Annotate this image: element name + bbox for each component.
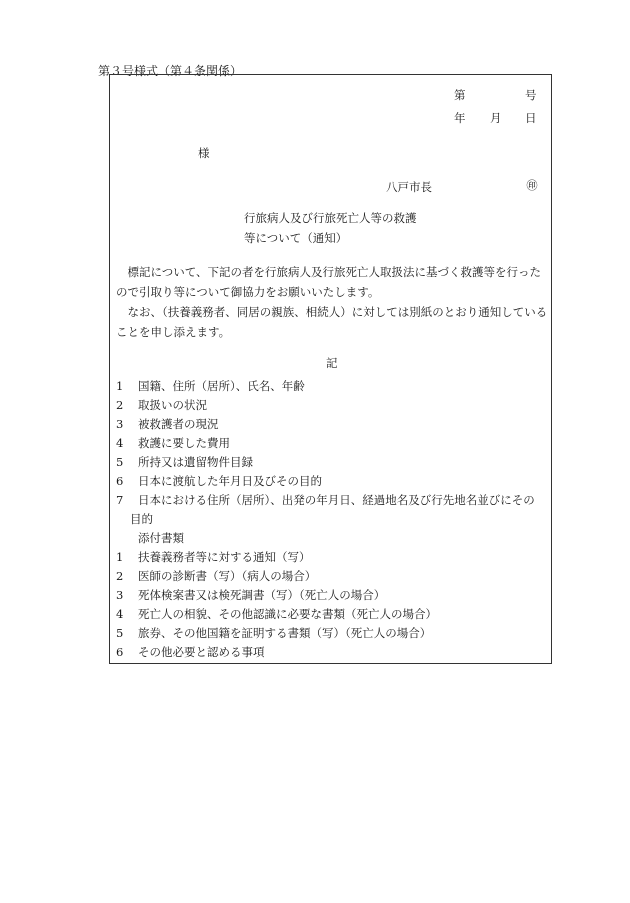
item-text: 被救護者の現況 bbox=[138, 417, 219, 431]
attachment-item bbox=[116, 644, 265, 660]
item-number: 6 bbox=[116, 645, 124, 659]
item-7-continuation: 目的 bbox=[130, 512, 153, 526]
doc-number-suffix: 号 bbox=[525, 88, 537, 102]
item-number: 5 bbox=[116, 455, 124, 469]
item-text: 取扱いの状況 bbox=[138, 398, 207, 412]
attachment-item bbox=[116, 625, 431, 641]
doc-number-prefix: 第 bbox=[454, 88, 466, 102]
body-paragraph-1: 標記について、下記の者を行旅病人及行旅死亡人取扱法に基づく救護等を行ったので引取り等について御協力をお願いいたします。 bbox=[116, 265, 542, 299]
date-month: 月 bbox=[490, 111, 502, 125]
attachment-item bbox=[116, 549, 311, 565]
addressee-suffix: 様 bbox=[198, 146, 210, 160]
item-text: 死体検案書又は検死調書（写）（死亡人の場合） bbox=[138, 588, 386, 602]
item-text: 日本に渡航した年月日及びその目的 bbox=[138, 474, 322, 488]
item-number: 7 bbox=[116, 493, 124, 507]
item-number: 2 bbox=[116, 398, 124, 412]
item-number: 3 bbox=[116, 417, 124, 431]
item-text: 日本における住所（居所）、出発の年月日、経過地名及び行先地名並びにその bbox=[138, 493, 535, 507]
item-text: 救護に要した費用 bbox=[138, 436, 230, 450]
item-text: その他必要と認める事項 bbox=[138, 645, 265, 659]
list-item bbox=[116, 454, 253, 470]
form-number-label: 第３号様式（第４条関係） bbox=[98, 64, 243, 78]
item-number: 5 bbox=[116, 626, 124, 640]
list-item bbox=[116, 397, 207, 413]
subject-line-1: 行旅病人及び行旅死亡人等の救護 bbox=[244, 211, 417, 225]
notice-frame bbox=[109, 74, 552, 664]
item-text: 医師の診断書（写）（病人の場合） bbox=[138, 569, 317, 583]
item-number: 1 bbox=[116, 550, 124, 564]
item-number: 2 bbox=[116, 569, 124, 583]
list-item bbox=[116, 473, 322, 489]
ki-heading: 記 bbox=[326, 356, 338, 370]
item-text: 国籍、住所（居所）、氏名、年齢 bbox=[138, 379, 305, 393]
attachment-item bbox=[116, 587, 385, 603]
seal-mark: ㊞ bbox=[526, 179, 538, 192]
sender-name: 八戸市長 bbox=[386, 180, 432, 194]
date-year: 年 bbox=[454, 111, 466, 125]
item-number: 4 bbox=[116, 607, 124, 621]
list-item bbox=[116, 416, 219, 432]
attachments-heading: 添付書類 bbox=[138, 531, 184, 545]
item-number: 3 bbox=[116, 588, 124, 602]
item-number: 4 bbox=[116, 436, 124, 450]
item-number: 1 bbox=[116, 379, 124, 393]
list-item bbox=[116, 378, 305, 394]
attachment-item bbox=[116, 606, 437, 622]
item-number: 6 bbox=[116, 474, 124, 488]
item-text: 扶養義務者等に対する通知（写） bbox=[138, 550, 311, 564]
body-paragraph-2: なお、（扶養義務者、同居の親族、相続人）に対しては別紙のとおり通知していることを申し添えます。 bbox=[116, 305, 548, 339]
list-item bbox=[116, 435, 230, 451]
date-day: 日 bbox=[525, 111, 537, 125]
subject-line-2: 等について（通知） bbox=[244, 231, 348, 245]
list-item bbox=[116, 492, 535, 508]
item-text: 所持又は遺留物件目録 bbox=[138, 455, 253, 469]
attachment-item bbox=[116, 568, 316, 584]
item-text: 死亡人の相貌、その他認識に必要な書類（死亡人の場合） bbox=[138, 607, 437, 621]
item-text: 旅券、その他国籍を証明する書類（写）（死亡人の場合） bbox=[138, 626, 432, 640]
